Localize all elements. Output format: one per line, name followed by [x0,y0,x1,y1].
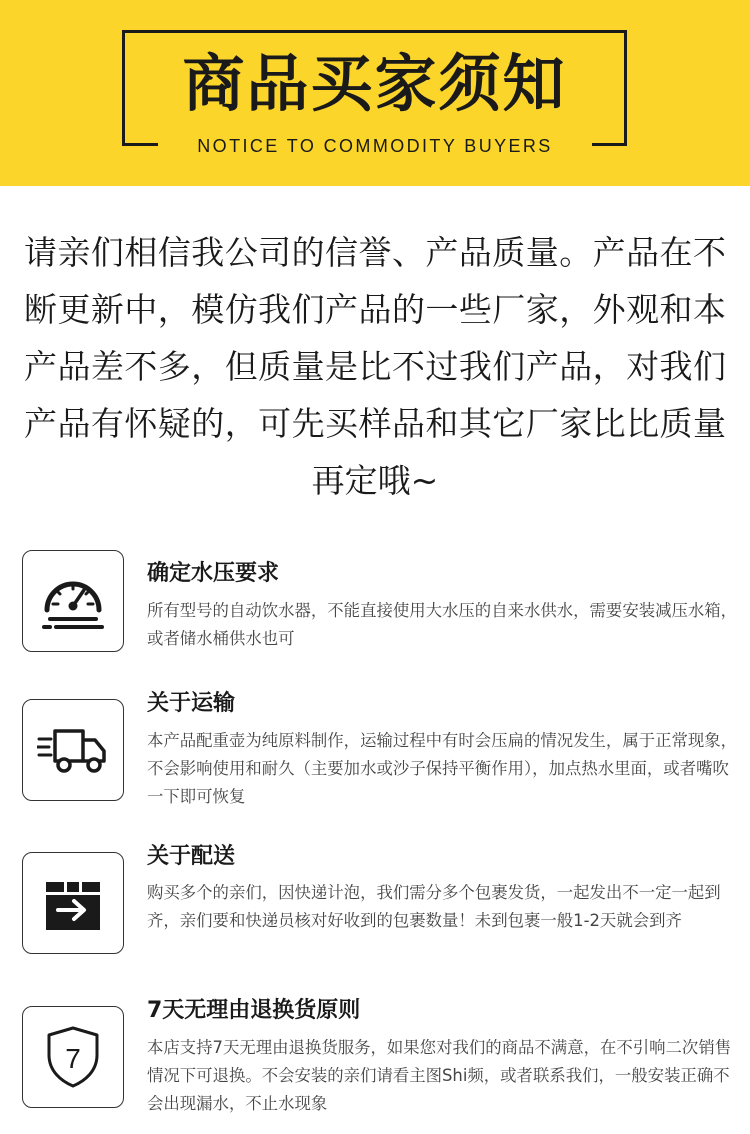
frame-line [592,143,627,146]
delivery-truck-icon [22,699,124,801]
header-banner [0,0,750,186]
shield-seven-icon [22,1006,124,1108]
item-title: 关于配送 [147,844,236,869]
frame-line [122,143,158,146]
item-description: 本店支持7天无理由退换货服务，如果您对我们的商品不满意，在不引响二次销售情况下可退换。不会安装的亲们请看主图Shi频，或者联系我们，一般安装正确不会出现漏水，不止水现象 [147,1038,732,1113]
page-subtitle: NOTICE TO COMMODITY BUYERS [197,136,553,156]
item-title: 确定水压要求 [147,561,280,586]
page-title: 商品买家须知 [182,47,567,120]
frame-line [624,30,627,146]
item-description: 所有型号的自动饮水器，不能直接使用大水压的自来水供水，需要安装减压水箱，或者储水桶供水也可 [147,601,738,648]
item-title: 7天无理由退换货原则 [147,998,361,1023]
shield-number: 7 [65,1043,81,1074]
item-title: 关于运输 [147,691,236,716]
frame-line [122,30,627,33]
intro-paragraph: 请亲们相信我公司的信誉、产品质量。产品在不断更新中，模仿我们产品的一些厂家，外观和本产品差不多，但质量是比不过我们产品，对我们产品有怀疑的，可先买样品和其它厂家比比质量再定哦~ [24,233,726,500]
package-arrow-icon [22,852,124,954]
item-description: 本产品配重壶为纯原料制作，运输过程中有时会压扁的情况发生，属于正常现象，不会影响使用和耐久（主要加水或沙子保持平衡作用），加点热水里面，或者嘴吹一下即可恢复 [147,731,738,806]
item-description: 购买多个的亲们，因快递计泡，我们需分多个包裹发货，一起发出不一定一起到齐，亲们要和快递员核对好收到的包裹数量！未到包裹一般1-2天就会到齐 [147,883,721,930]
pressure-gauge-icon [22,550,124,652]
